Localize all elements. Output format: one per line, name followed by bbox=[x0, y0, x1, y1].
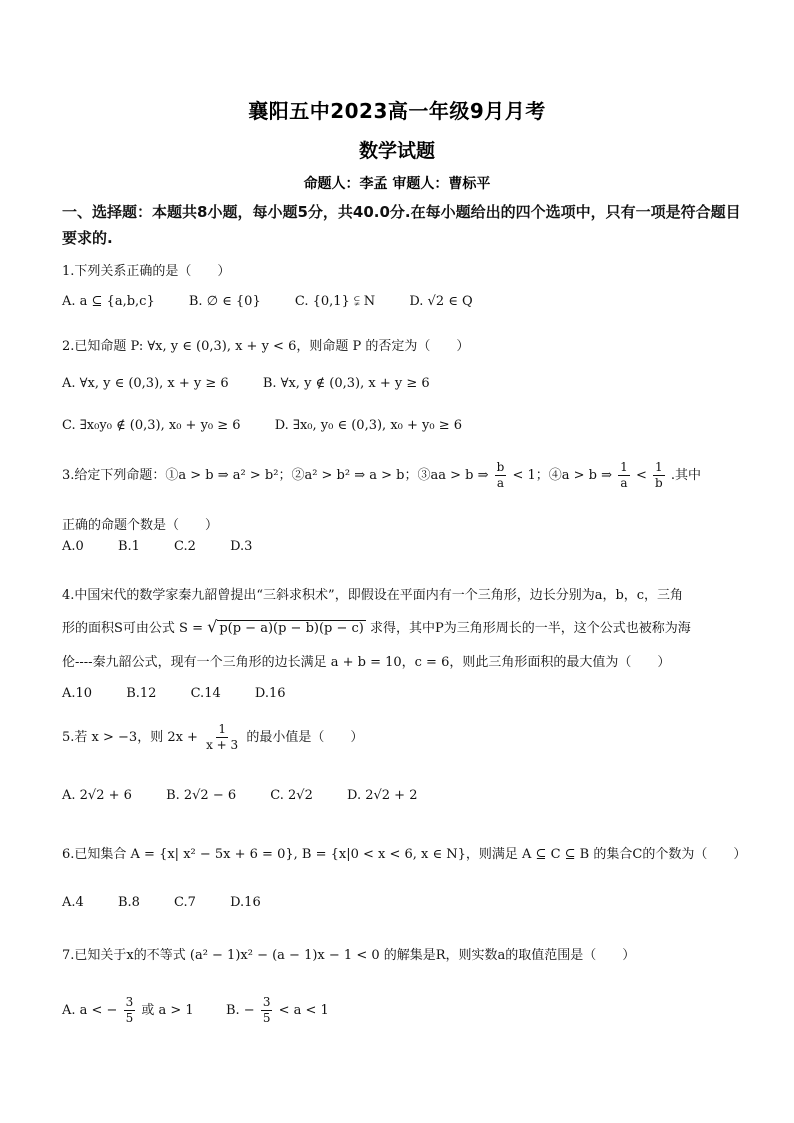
q3-stem-continued: 正确的命题个数是（ ） bbox=[62, 518, 219, 533]
q5-frac-den: x + 3 bbox=[206, 738, 239, 752]
q3-option-a: A.0 bbox=[62, 539, 84, 554]
q3-stem-part-d: .其中 bbox=[670, 468, 701, 483]
q7-a-frac-den: 5 bbox=[125, 1011, 134, 1025]
q4-line-2-part-b: 求得，其中P为三角形周长的一半，这个公式也被称为海 bbox=[370, 621, 691, 636]
q7-options bbox=[62, 995, 329, 1026]
q3-frac1-den: a bbox=[496, 476, 505, 490]
q5-option-b: B. 2√2 − 6 bbox=[166, 788, 237, 803]
q7-option-a-post: 或 a > 1 bbox=[141, 1003, 194, 1018]
q5-stem-part-a: 5.若 x > −3，则 2x + bbox=[62, 730, 198, 745]
q5-stem-part-b: 的最小值是（ ） bbox=[246, 730, 364, 745]
q3-options bbox=[62, 539, 282, 554]
q1-options bbox=[62, 294, 503, 309]
q6-option-b: B.8 bbox=[117, 895, 140, 910]
q7-option-b-fraction bbox=[261, 995, 273, 1026]
q3-stem-part-a: 3.给定下列命题：①a > b ⇒ a² > b²；②a² > b² ⇒ a > b；③aa > b ⇒ bbox=[62, 468, 489, 483]
q3-option-b: B.1 bbox=[117, 539, 140, 554]
q4-options bbox=[62, 686, 316, 701]
q7-a-frac-num: 3 bbox=[125, 995, 134, 1009]
q3-frac2-num: 1 bbox=[620, 460, 628, 474]
q3-frac1-num: b bbox=[496, 460, 505, 474]
q2-stem: 2.已知命题 P: ∀x, y ∈ (0,3), x + y < 6，则命题 P 的否定为（ ） bbox=[62, 339, 470, 354]
q6-option-a: A.4 bbox=[62, 895, 84, 910]
q3-fraction-1-over-a bbox=[618, 460, 630, 491]
section-heading: 一、选择题：本题共8小题，每小题5分，共40.0分.在每小题给出的四个选项中，只有一项是符合题目要求的. bbox=[62, 203, 741, 247]
q7-option-b-post: < a < 1 bbox=[278, 1003, 329, 1018]
q5-option-d: D. 2√2 + 2 bbox=[347, 788, 418, 803]
q3-frac3-den: b bbox=[655, 476, 663, 490]
q6-stem: 6.已知集合 A = {x| x² − 5x + 6 = 0}, B = {x|0 < x < 6, x ∈ N}，则满足 A ⊆ C ⊆ B 的集合C的个数为（ ） bbox=[62, 847, 747, 862]
q4-heron-radicand: p(p − a)(p − b)(p − c) bbox=[219, 621, 364, 636]
q3-option-c: C.2 bbox=[174, 539, 196, 554]
q1-option-d: D. √2 ∈ Q bbox=[409, 294, 473, 309]
q5-fraction bbox=[204, 722, 240, 753]
q2-options-row1 bbox=[62, 376, 460, 391]
q7-stem: 7.已知关于x的不等式 (a² − 1)x² − (a − 1)x − 1 < 0 的解集是R，则实数a的取值范围是（ ） bbox=[62, 948, 636, 963]
q3-frac2-den: a bbox=[620, 476, 628, 490]
q5-option-c: C. 2√2 bbox=[270, 788, 313, 803]
q1-option-a: A. a ⊆ {a,b,c} bbox=[62, 294, 155, 309]
q4-option-b: B.12 bbox=[126, 686, 157, 701]
q4-option-d: D.16 bbox=[254, 686, 286, 701]
q3-stem-part-b: < 1；④a > b ⇒ bbox=[512, 468, 613, 483]
q3-fraction-1-over-b bbox=[653, 460, 665, 491]
q2-options-row2 bbox=[62, 418, 492, 433]
q7-option-a-fraction bbox=[124, 995, 136, 1026]
q4-line-2: 形的面积S可由公式 S = √ p(p − a)(p − b)(p − c) 求得，其中P为三角形周长的一半，这个公式也被称为海 bbox=[62, 617, 691, 636]
q7-option-b-pre: B. − bbox=[225, 1003, 255, 1018]
q5-frac-num: 1 bbox=[218, 722, 226, 736]
q4-line-1: 4.中国宋代的数学家秦九韶曾提出“三斜求积术”，即假设在平面内有一个三角形，边长分别为a，b，c，三角 bbox=[62, 588, 684, 603]
q3-option-d: D.3 bbox=[230, 539, 253, 554]
q3-stem bbox=[62, 460, 701, 491]
q1-option-b: B. ∅ ∈ {0} bbox=[188, 294, 261, 309]
q4-option-c: C.14 bbox=[190, 686, 221, 701]
q2-option-c: C. ∃x₀y₀ ∉ (0,3), x₀ + y₀ ≥ 6 bbox=[62, 418, 241, 433]
q6-option-d: D.16 bbox=[230, 895, 261, 910]
q1-stem: 1.下列关系正确的是（ ） bbox=[62, 264, 231, 279]
q7-option-a-pre: A. a < − bbox=[62, 1003, 118, 1018]
q7-b-frac-den: 5 bbox=[262, 1011, 271, 1025]
exam-title: 襄阳五中2023高一年级9月月考 bbox=[248, 99, 546, 123]
q3-fraction-b-over-a bbox=[495, 460, 507, 491]
q5-options bbox=[62, 788, 447, 803]
exam-subtitle: 数学试题 bbox=[358, 140, 435, 162]
q1-option-c: C. {0,1} ⫋ N bbox=[294, 294, 376, 309]
q6-options bbox=[62, 895, 291, 910]
q4-line-2-part-a: 形的面积S可由公式 S = bbox=[62, 621, 203, 636]
q4-line-3: 伦----秦九韶公式，现有一个三角形的边长满足 a + b = 10，c = 6，则此三角形面积的最大值为（ ） bbox=[62, 655, 671, 670]
q4-option-a: A.10 bbox=[62, 686, 93, 701]
q6-option-c: C.7 bbox=[174, 895, 196, 910]
q5-option-a: A. 2√2 + 6 bbox=[62, 788, 132, 803]
q3-stem-part-c: < bbox=[635, 468, 647, 483]
q7-b-frac-num: 3 bbox=[262, 995, 271, 1009]
q3-frac3-num: 1 bbox=[655, 460, 663, 474]
q2-option-d: D. ∃x₀, y₀ ∈ (0,3), x₀ + y₀ ≥ 6 bbox=[274, 418, 462, 433]
q2-option-b: B. ∀x, y ∉ (0,3), x + y ≥ 6 bbox=[262, 376, 430, 391]
q2-option-a: A. ∀x, y ∈ (0,3), x + y ≥ 6 bbox=[62, 376, 229, 391]
q5-stem bbox=[62, 722, 363, 753]
exam-authors: 命题人：李孟 审题人：曹标平 bbox=[303, 176, 491, 192]
